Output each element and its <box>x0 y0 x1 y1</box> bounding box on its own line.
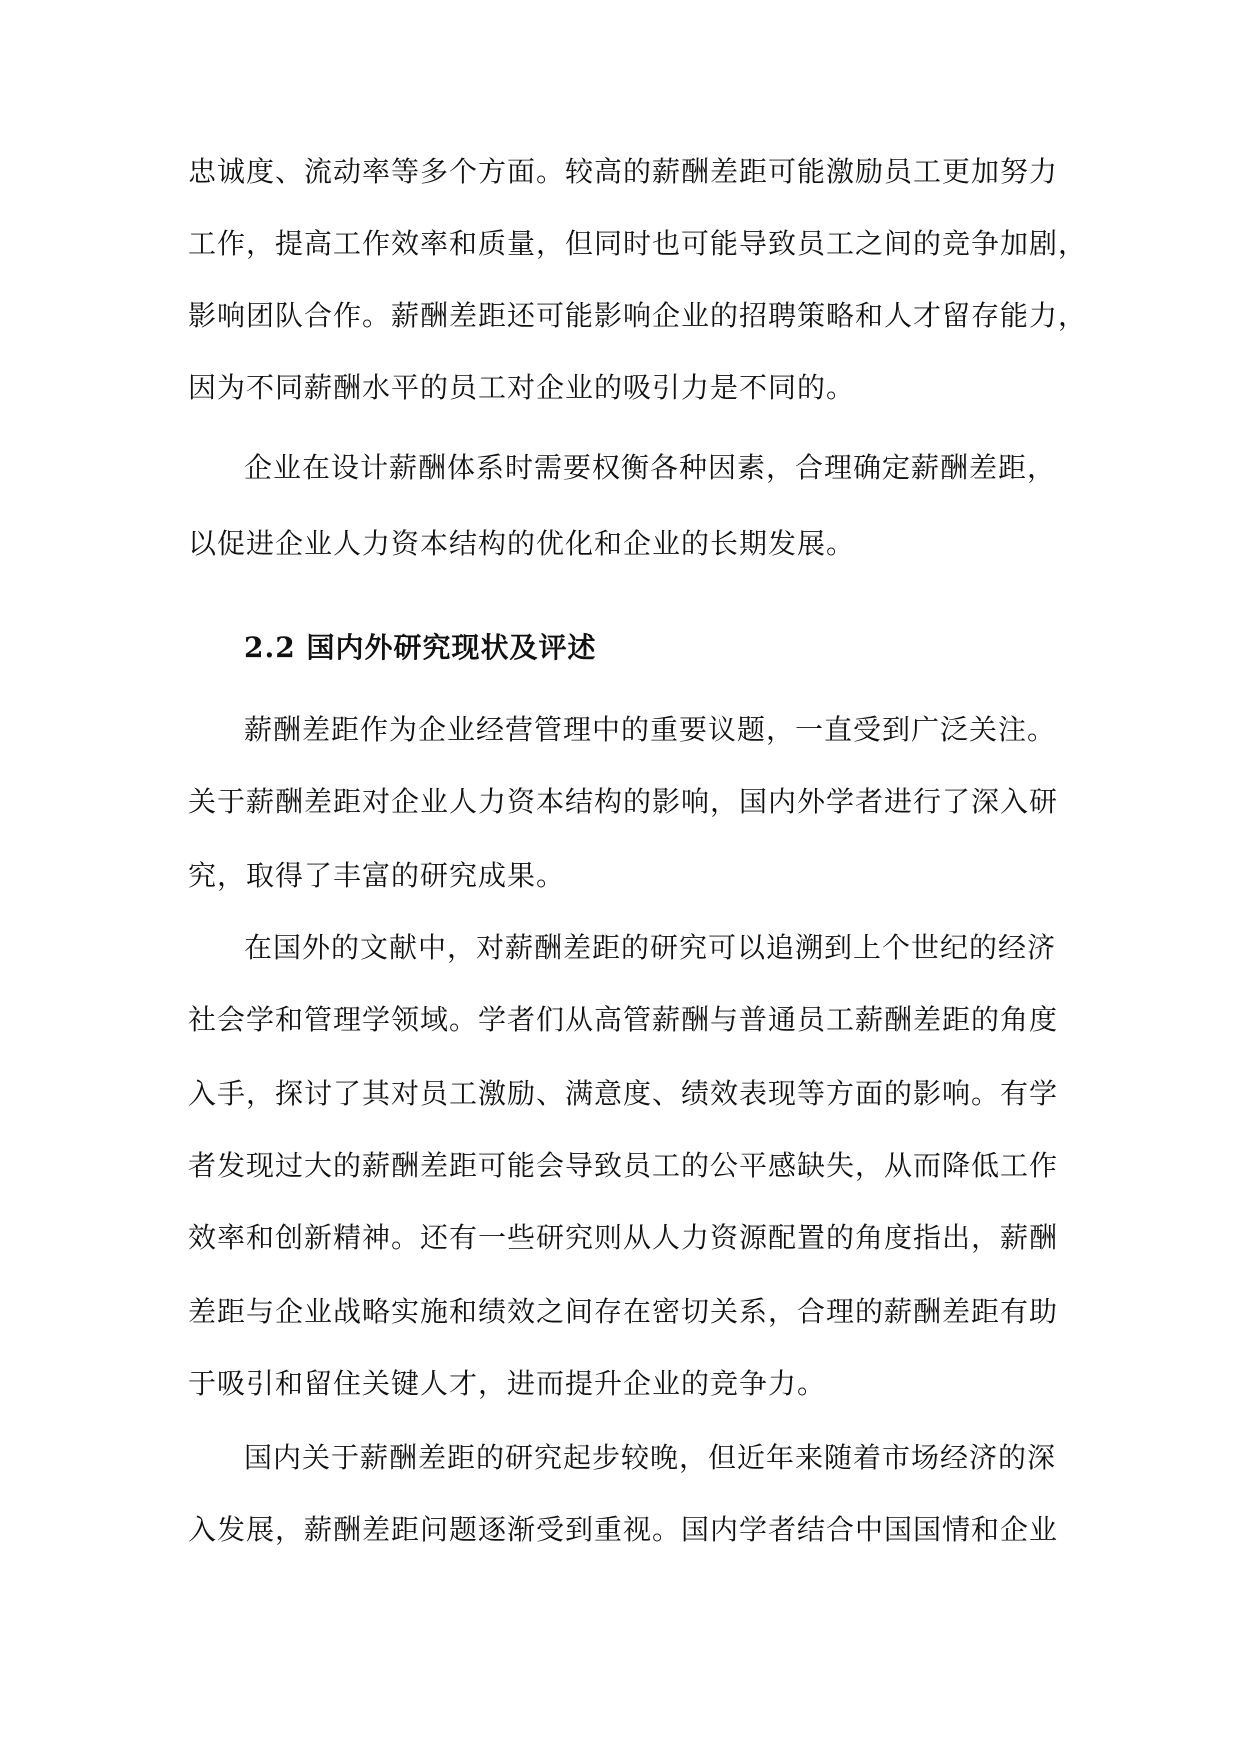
text-line: 差距与企业战略实施和绩效之间存在密切关系，合理的薪酬差距有助 <box>188 1295 1059 1328</box>
text-line: 忠诚度、流动率等多个方面。较高的薪酬差距可能激励员工更加努力 <box>188 155 1059 188</box>
text-line: 在国外的文献中，对薪酬差距的研究可以追溯到上个世纪的经济 <box>244 931 1057 964</box>
text-line: 于吸引和留住关键人才，进而提升企业的竞争力。 <box>188 1367 827 1400</box>
text-line: 效率和创新精神。还有一些研究则从人力资源配置的角度指出，薪酬 <box>188 1221 1059 1254</box>
text-line: 者发现过大的薪酬差距可能会导致员工的公平感缺失，从而降低工作 <box>188 1149 1059 1182</box>
section-heading: 2.2 国内外研究现状及评述 <box>244 631 597 664</box>
text-line: 入发展，薪酬差距问题逐渐受到重视。国内学者结合中国国情和企业 <box>188 1513 1059 1546</box>
text-line: 究，取得了丰富的研究成果。 <box>188 859 566 892</box>
text-line: 国内关于薪酬差距的研究起步较晚，但近年来随着市场经济的深 <box>244 1441 1057 1474</box>
text-line: 关于薪酬差距对企业人力资本结构的影响，国内外学者进行了深入研 <box>188 785 1059 818</box>
text-line: 入手，探讨了其对员工激励、满意度、绩效表现等方面的影响。有学 <box>188 1077 1059 1110</box>
text-line: 社会学和管理学领域。学者们从高管薪酬与普通员工薪酬差距的角度 <box>188 1003 1059 1036</box>
text-line: 工作，提高工作效率和质量，但同时也可能导致员工之间的竞争加剧， <box>188 227 1088 260</box>
text-line: 以促进企业人力资本结构的优化和企业的长期发展。 <box>188 527 856 560</box>
text-line: 薪酬差距作为企业经营管理中的重要议题，一直受到广泛关注。 <box>244 713 1057 746</box>
text-line: 影响团队合作。薪酬差距还可能影响企业的招聘策略和人才留存能力， <box>188 299 1088 332</box>
text-line: 因为不同薪酬水平的员工对企业的吸引力是不同的。 <box>188 371 856 404</box>
text-line: 企业在设计薪酬体系时需要权衡各种因素，合理确定薪酬差距， <box>244 451 1057 484</box>
